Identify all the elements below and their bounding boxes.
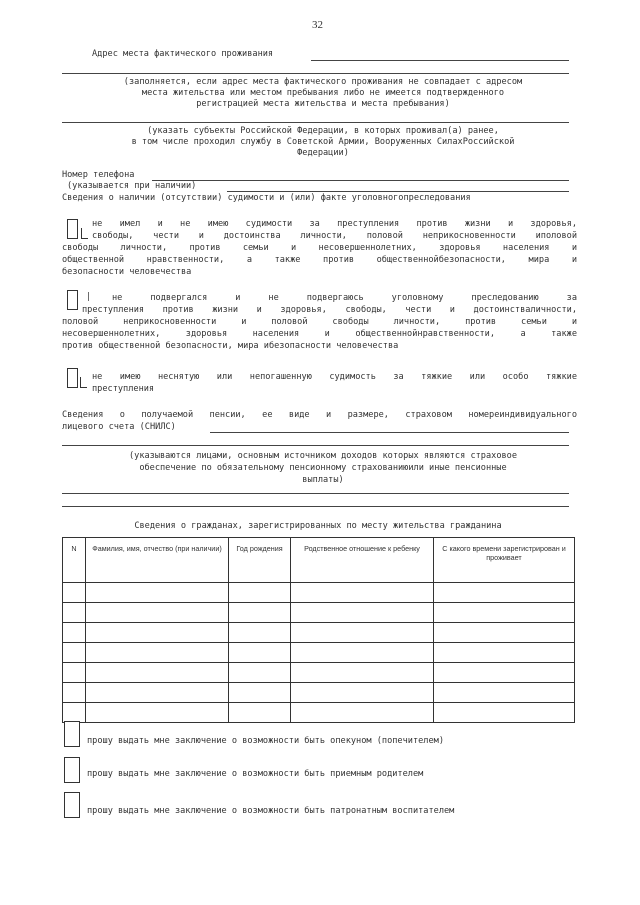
table-cell[interactable]: [229, 583, 291, 603]
conviction-1-line-2: свободы, чести и достоинства личности, половой неприкосновенности иполовой: [92, 231, 577, 241]
table-cell[interactable]: [86, 603, 229, 623]
conviction-2-line-1: не подвергался и не подвергаюсь уголовному преследованию за: [112, 293, 577, 303]
table-cell[interactable]: [229, 663, 291, 683]
address-line-1[interactable]: [311, 60, 569, 61]
table-cell[interactable]: [434, 623, 575, 643]
table-cell[interactable]: [63, 643, 86, 663]
col-birth-year: Год рождения: [229, 538, 291, 583]
request-checkbox-guardian[interactable]: [64, 721, 80, 747]
table-row: [63, 683, 575, 703]
conviction-1-line-5: безопасности человечества: [62, 267, 192, 277]
request-foster-parent: прошу выдать мне заключение о возможности быть приемным родителем: [87, 769, 424, 779]
table-cell[interactable]: [63, 683, 86, 703]
table-cell[interactable]: [86, 683, 229, 703]
pension-line-2: лицевого счета (СНИЛС): [62, 422, 176, 432]
registered-title: Сведения о гражданах, зарегистрированных по месту жительства гражданина: [134, 521, 502, 531]
table-cell[interactable]: [291, 683, 434, 703]
regions-note-3: Федерации): [297, 148, 349, 158]
conviction-2-line-3: половой неприкосновенности и половой свободы личности, против семьи и: [62, 317, 577, 327]
table-cell[interactable]: [86, 583, 229, 603]
table-cell[interactable]: [63, 703, 86, 723]
conviction-1-line-1: не имел и не имею судимости за преступления против жизни и здоровья,: [92, 219, 577, 229]
table-cell[interactable]: [291, 663, 434, 683]
conviction-3-line-1: не имею неснятую или непогашенную судимость за тяжкие или особо тяжкие: [92, 372, 577, 382]
pension-input-line-1[interactable]: [210, 432, 569, 433]
table-cell[interactable]: [63, 603, 86, 623]
table-cell[interactable]: [291, 623, 434, 643]
table-row: [63, 603, 575, 623]
table-cell[interactable]: [291, 603, 434, 623]
address-label: Адрес места фактического проживания: [92, 49, 274, 59]
conviction-1-line-3: свободы личности, против семьи и несовершеннолетних, здоровья населения и: [62, 243, 577, 253]
table-cell[interactable]: [291, 643, 434, 663]
address-note-1: (заполняется, если адрес места фактического проживания не совпадает с адресом: [123, 77, 523, 87]
conviction-header: Сведения о наличии (отсутствии) судимости и (или) факте уголовногопреследования: [62, 193, 471, 203]
pension-extra-line-1[interactable]: [62, 493, 569, 494]
table-row: [63, 623, 575, 643]
phone-note-line: [227, 191, 569, 192]
table-cell[interactable]: [86, 643, 229, 663]
table-cell[interactable]: [434, 603, 575, 623]
pension-note-2: обеспечение по обязательному пенсионному страхованиюили иные пенсионные: [139, 463, 507, 473]
conviction-1-line-4: общественной нравственности, а также против общественнойбезопасности, мира и: [62, 255, 577, 265]
conviction-checkbox-2[interactable]: [67, 290, 78, 310]
table-cell[interactable]: [86, 663, 229, 683]
table-header-row: [63, 538, 575, 583]
bracket-mark: [81, 228, 88, 239]
page-number: 32: [312, 19, 323, 31]
table-row: [63, 703, 575, 723]
table-cell[interactable]: [434, 703, 575, 723]
request-guardian: прошу выдать мне заключение о возможности быть опекуном (попечителем): [87, 736, 444, 746]
table-cell[interactable]: [229, 603, 291, 623]
conviction-2-line-2: преступления против жизни и здоровья, свободы, чести и достоинстваличности,: [82, 305, 577, 315]
pension-line-1: Сведения о получаемой пенсии, ее виде и размере, страховом номерeиндивидуального: [62, 410, 577, 420]
table-cell[interactable]: [291, 583, 434, 603]
regions-note-1: (указать субъекты Российской Федерации, в которых проживал(а) ранее,: [147, 126, 499, 136]
pension-input-line-2[interactable]: [62, 445, 569, 446]
phone-input-line[interactable]: [152, 180, 569, 181]
bracket-glyph: |: [86, 292, 92, 302]
table-row: [63, 583, 575, 603]
residents-table: [62, 537, 575, 723]
address-note-3: регистрацией места жительства и места пребывания): [196, 99, 450, 109]
table-cell[interactable]: [229, 623, 291, 643]
col-registered-since: С какого времени зарегистрирован и проживает: [434, 538, 575, 583]
address-line-2[interactable]: [62, 73, 569, 74]
regions-line[interactable]: [62, 122, 569, 123]
table-row: [63, 643, 575, 663]
pension-note-3: выплаты): [302, 475, 344, 485]
table-cell[interactable]: [63, 583, 86, 603]
conviction-2-line-5: против общественной безопасности, мира ибезопасности человечества: [62, 341, 399, 351]
bracket-mark: [80, 377, 87, 388]
request-checkbox-foster[interactable]: [64, 757, 80, 783]
table-cell[interactable]: [434, 583, 575, 603]
conviction-checkbox-3[interactable]: [67, 368, 78, 388]
col-relationship: Родственное отношение к ребенку: [291, 538, 434, 583]
table-cell[interactable]: [291, 703, 434, 723]
pension-extra-line-2[interactable]: [62, 506, 569, 507]
table-cell[interactable]: [229, 703, 291, 723]
conviction-2-line-4: несовершеннолетних, здоровья населения и общественнойнравственности, а также: [62, 329, 577, 339]
table-cell[interactable]: [434, 663, 575, 683]
request-patronage: прошу выдать мне заключение о возможности быть патронатным воспитателем: [87, 806, 455, 816]
col-full-name: Фамилия, имя, отчество (при наличии): [86, 538, 229, 583]
table-row: [63, 663, 575, 683]
table-cell[interactable]: [86, 703, 229, 723]
phone-note: (указывается при наличии): [67, 181, 197, 191]
conviction-3-line-2: преступления: [92, 384, 155, 394]
table-cell[interactable]: [434, 683, 575, 703]
phone-label: Номер телефона: [62, 170, 135, 180]
table-cell[interactable]: [229, 683, 291, 703]
address-note-2: места жительства или местом пребывания либо не имеется подтвержденного: [141, 88, 505, 98]
conviction-checkbox-1[interactable]: [67, 219, 78, 239]
table-cell[interactable]: [434, 643, 575, 663]
table-cell[interactable]: [63, 663, 86, 683]
pension-note-1: (указываются лицами, основным источником доходов которых являются страховое: [128, 451, 518, 461]
regions-note-2: в том числе проходил службу в Советской Армии, Вооруженных СилахРоссийской: [131, 137, 515, 147]
col-number: N: [63, 538, 86, 583]
table-cell[interactable]: [63, 623, 86, 643]
table-cell[interactable]: [86, 623, 229, 643]
request-checkbox-patronage[interactable]: [64, 792, 80, 818]
table-cell[interactable]: [229, 643, 291, 663]
